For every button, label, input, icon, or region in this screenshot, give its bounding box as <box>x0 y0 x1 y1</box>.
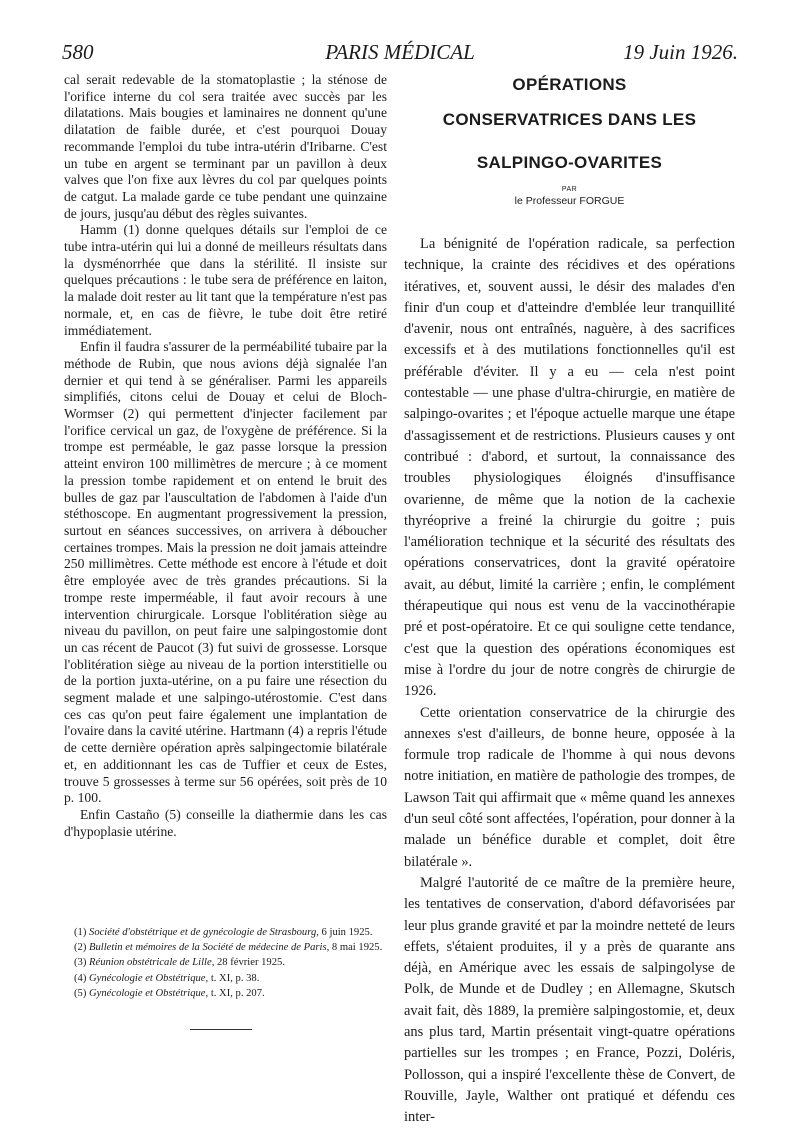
footnotes <box>64 925 387 1001</box>
footnote: (2) Bulletin et mémoires de la Société de médecine de Paris, 8 mai 1925. <box>74 942 383 954</box>
left-paragraph: Hamm (1) donne quelques détails sur l'emploi de ce tube intra-utérin qui lui a donné de meilleurs résultats dans la dysménorrhée que dans la stérilité. Il insiste sur quelques précautions : le tube sera de préférence en laiton, la malade doit rester au lit tant que la température n'est pas normale, et, en cas de fièvre, le tube doit être retiré immédiatement. <box>64 222 387 338</box>
left-paragraph: Enfin il faudra s'assurer de la perméabilité tubaire par la méthode de Rubin, que nous avions déjà signalée l'an dernier et qui tend à se généraliser. Parmi les appareils simplifiés, citons celui de Douay et celui de Bloch-Wormser (2) qui permettent d'injecter facilement par l'orifice cervical un gaz, de l'oxygène de préférence. Si la trompe est perméable, le gaz passe lorsque la pression atteint environ 100 millimètres de mercure ; à ce moment la pression tombe rapidement et on entend le bruit des bulles de gaz par l'auscultation de l'abdomen à l'aide d'un stéthoscope. En augmentant progressivement la pression, surtout en séances successives, on arrivera à déboucher certaines trompes. Mais la pression ne doit jamais atteindre 250 millimètres. Cette méthode est encore à l'étude et doit être employée avec de très grandes précautions. Si la trompe reste imperméable, il faut avoir recours à une intervention chirurgicale. Lorsque l'oblitération siège au niveau du pavillon, on peut faire une salpingostomie dont un cas récent de Paucot (3) fut suivi de grossesse. Lorsque l'oblitération siège au niveau de la portion interstitielle ou de la portion juxta-utérine, on a pu faire une résection du segment malade et une salpingo-utérostomie. C'est dans ces cas qu'on peut faire également une implantation de l'ovaire dans la cavité utérine. Hartmann (4) a repris l'étude de cette dernière opération après salpingectomie bilatérale et, en additionnant les cas de Tuffier et ceux de Estes, trouve 5 grossesses à terme sur 56 opérées, soit près de 10 p. 100. <box>64 339 387 806</box>
article-paragraph: La bénignité de l'opération radicale, sa perfection technique, la crainte des récidives et des opérations itératives, et, souvent aussi, le désir des malades d'en finir d'un coup et d'atteindre d'emblée leur tranquillité d'avenir, nous ont entraînés, naguère, à des sacrifices excessifs et à des mutilations fonctionnelles qu'il est préférable d'éviter. Il y a eu — cela n'est point contestable — une phase d'ultra-chirurgie, en matière de salpingo-ovarites ; et l'époque actuelle marque une étape d'assagissement et de restrictions. Plusieurs causes y ont contribué : d'abord, et surtout, la connaissance des troubles physiologiques éloignés d'insuffisance ovarienne, de même que la notion de la cachexie thyréoprive a freiné la chirurgie du goitre ; puis l'amélioration technique et la sécurité des résultats des opérations conservatrices, dont la gravité opératoire avait, au début, limité la carrière ; enfin, le complément thérapeutique qui nous est venu de la vaccinothérapie pré et post-opératoire. Et ce qui souligne cette tendance, c'est que la question des opérations économiques est mise à l'ordre du jour de notre congrès de chirurgie de 1926. <box>404 236 735 700</box>
article-paragraph: Malgré l'autorité de ce maître de la première heure, les tentatives de conservation, d'abord défavorisées par leur plus grande gravité et par la moindre netteté de leurs effets, s'étaient produites, il y a près de quarante ans déjà, en Amérique avec les essais de salpingolyse de Polk, de Munde et de Dudley ; en Allemagne, Skutsch avait fait, dès 1889, la première salpingostomie, et, deux ans plus tard, Martin présentait vingt-quatre opérations partielles sur les trompes ; en France, Pozzi, Doléris, Pollosson, qui a inspiré l'excellente thèse de Convert, de Rouville, Jayle, Walther ont pratiqué et défendu ces inter- <box>404 874 735 1126</box>
journal-title: PARIS MÉDICAL <box>325 40 475 64</box>
article-title-line: CONSERVATRICES DANS LES <box>442 110 697 129</box>
footnote: (5) Gynécologie et Obstétrique, t. XI, p. 207. <box>74 987 265 999</box>
footnote: (4) Gynécologie et Obstétrique, t. XI, p. 38. <box>74 972 260 984</box>
left-paragraph: Enfin Castaño (5) conseille la diathermie dans les cas d'hypoplasie utérine. <box>64 806 387 839</box>
article-title-line: OPÉRATIONS <box>512 75 627 94</box>
running-header <box>62 40 738 68</box>
footnote: (3) Réunion obstétricale de Lille, 28 février 1925. <box>74 957 285 969</box>
article-paragraph: Cette orientation conservatrice de la chirurgie des annexes s'est d'ailleurs, de bonne heure, opposée à la formule trop radicale de l'homme à qui nous devons notre initiation, en matière de pathologie des trompes, de Lawson Tait qui affirmait que « même quand les annexes d'un seul côté sont affectées, l'opération, pour donner à la malade un bénéfice durable et complet, doit être bilatérale ». <box>404 704 735 870</box>
byline-par: PAR <box>561 186 578 193</box>
left-paragraph: cal serait redevable de la stomatoplastie ; la sténose de l'orifice interne du col sera traitée avec succès par les dilatations. Mais bougies et laminaires ne donnent qu'une dilatation de faible durée, et c'est pourquoi Douay recommande l'emploi du tube intra-utérin d'Iribarne. C'est un tube en argent se terminant par un pavillon à deux valves que l'on fixe aux lèvres du col par quelques points de catgut. La malade garde ce tube pendant une quinzaine de jours, jusqu'au début des règles suivantes. <box>64 72 387 221</box>
left-column <box>64 72 387 840</box>
page-number: 580 <box>62 40 94 64</box>
issue-date: 19 Juin 1926. <box>623 40 738 64</box>
article-author: le Professeur FORGUE <box>514 195 625 207</box>
footnote: (1) Société d'obstétrique et de gynécologie de Strasbourg, 6 juin 1925. <box>74 927 373 938</box>
right-column <box>404 74 735 1128</box>
article-title-line: SALPINGO-OVARITES <box>476 153 663 172</box>
footnote-end-rule <box>190 1029 252 1031</box>
